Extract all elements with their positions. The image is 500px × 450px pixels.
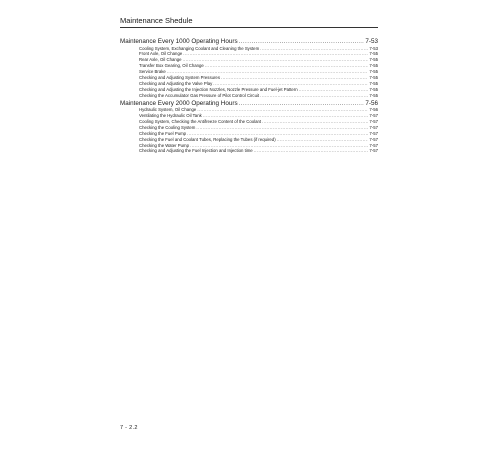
entry-title: Rear Axle, Oil Change — [139, 57, 182, 63]
entry-title: Cooling System, Exchanging Coolant and Cleaning the System — [139, 45, 260, 51]
entry-title: Transfer Box Gearing, Oil Change — [139, 63, 204, 69]
section-title: Maintenance Every 2000 Operating Hours — [120, 99, 238, 107]
entry-page-ref: 7-57 — [369, 136, 378, 142]
entry-title: Checking the Water Pump — [139, 142, 189, 148]
toc-entry[interactable] — [120, 93, 378, 99]
dot-leader — [239, 38, 365, 46]
entry-page-ref: 7-55 — [369, 51, 378, 57]
dot-leader — [254, 148, 369, 154]
entry-page-ref: 7-56 — [369, 107, 378, 113]
entry-title: Checking and Adjusting System Pressures — [139, 75, 220, 81]
entry-page-ref: 7-57 — [369, 118, 378, 124]
entry-title: Checking the Fuel and Coolant Tubes, Replacing the Tubes (if required) — [139, 136, 276, 142]
entry-title: Checking the Fuel Pump — [139, 130, 187, 136]
entry-title: Front Axle, Oil Change — [139, 51, 183, 57]
entry-title: Checking and Adjusting the Fuel Injection and Injection time — [139, 148, 253, 154]
entry-page-ref: 7-57 — [369, 148, 378, 154]
entry-title: Hydraulic System, Oil Change — [139, 107, 197, 113]
entry-title: Ventilating the Hydraulic Oil Tank — [139, 113, 202, 119]
entry-page-ref: 7-55 — [369, 92, 378, 98]
table-of-contents — [120, 38, 378, 154]
entry-page-ref: 7-55 — [369, 63, 378, 69]
entry-page-ref: 7-55 — [369, 86, 378, 92]
entry-title: Checking the Cooling System — [139, 124, 196, 130]
dot-leader — [239, 100, 365, 108]
section-heading[interactable] — [120, 38, 378, 46]
dot-leader — [260, 93, 368, 99]
entry-page-ref: 7-57 — [369, 113, 378, 119]
entry-title: Checking and Adjusting the Valve Play — [139, 80, 213, 86]
page-header: Maintenance Shedule — [120, 16, 378, 28]
entry-page-ref: 7-57 — [369, 124, 378, 130]
entry-page-ref: 7-53 — [369, 45, 378, 51]
entry-title: Checking and Adjusting the Injection Nozzles, Nozzle Pressure and Fuel-jet Pattern — [139, 86, 298, 92]
entry-title: Service Brake — [139, 69, 166, 75]
section-page-ref: 7-53 — [365, 38, 378, 45]
entry-page-ref: 7-55 — [369, 69, 378, 75]
page-number: 7 - 2.2 — [120, 425, 138, 431]
toc-entry[interactable] — [120, 148, 378, 154]
toc-section — [120, 38, 378, 99]
section-heading[interactable] — [120, 100, 378, 108]
toc-section — [120, 100, 378, 155]
entry-page-ref: 7-57 — [369, 142, 378, 148]
section-page-ref: 7-56 — [365, 99, 378, 107]
entry-page-ref: 7-55 — [369, 75, 378, 81]
entry-title: Cooling System, Checking the Antifreeze Content of the Coolant — [139, 118, 262, 124]
entry-title: Checking the Accumulator Gas Pressure of Pilot Control Circuit — [139, 92, 260, 98]
section-title: Maintenance Every 1000 Operating Hours — [120, 38, 238, 45]
entry-page-ref: 7-55 — [369, 80, 378, 86]
entry-page-ref: 7-57 — [369, 130, 378, 136]
entry-page-ref: 7-55 — [369, 57, 378, 63]
